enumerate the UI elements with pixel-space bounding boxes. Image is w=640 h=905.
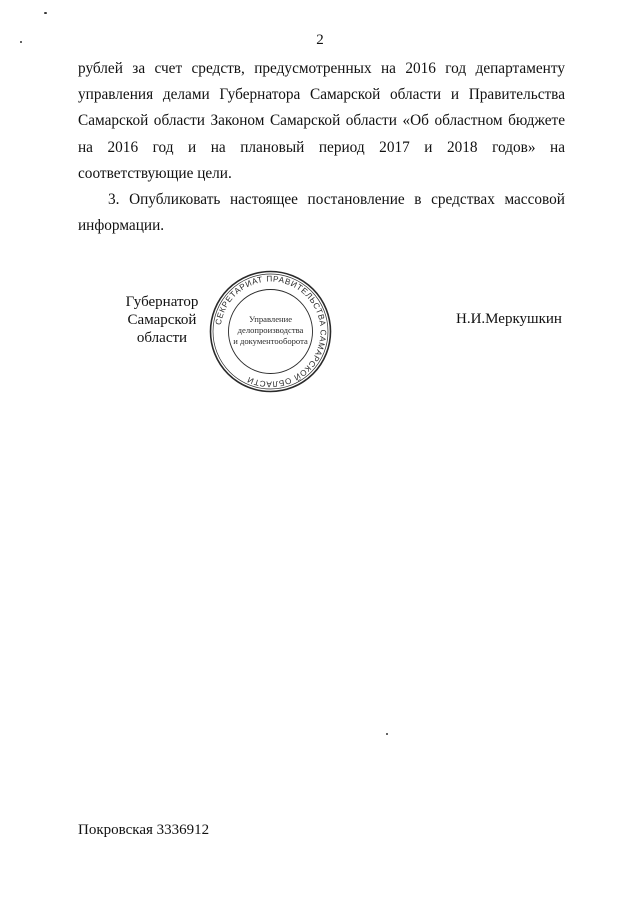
scan-speck (44, 12, 47, 14)
scan-speck (386, 733, 388, 735)
paragraph-continuation: рублей за счет средств, предусмотренных на 2016 год департаменту управления делами Губернатора Самарской области и Правительства Самарской области Законом Самарской области «Об областном бюджете на 2016 год и на плановый период 2017 и 2018 годов» на соответствующие цели. (78, 60, 565, 182)
seal-center-line1: Управление (248, 314, 293, 324)
seal-center-line2: делопроизводства (237, 325, 304, 335)
seal-ring-text: СЕКРЕТАРИАТ ПРАВИТЕЛЬСТВА САМАРСКОЙ ОБЛАСТИ (213, 274, 328, 389)
signatory-title-line2: Самарской области (127, 312, 197, 346)
paragraph-publish: 3. Опубликовать настоящее постановление в средствах массовой информации. (78, 191, 565, 235)
footer-author: Покровская 3336912 (78, 822, 210, 838)
signatory-title (105, 293, 219, 347)
signatory-title-line1: Губернатор (125, 294, 199, 310)
page-number: 2 (316, 32, 324, 48)
official-seal (208, 269, 333, 394)
body-text (78, 56, 565, 239)
seal-center-line3: и документооборота (233, 336, 308, 346)
signatory-name: Н.И.Меркушкин (456, 311, 562, 327)
